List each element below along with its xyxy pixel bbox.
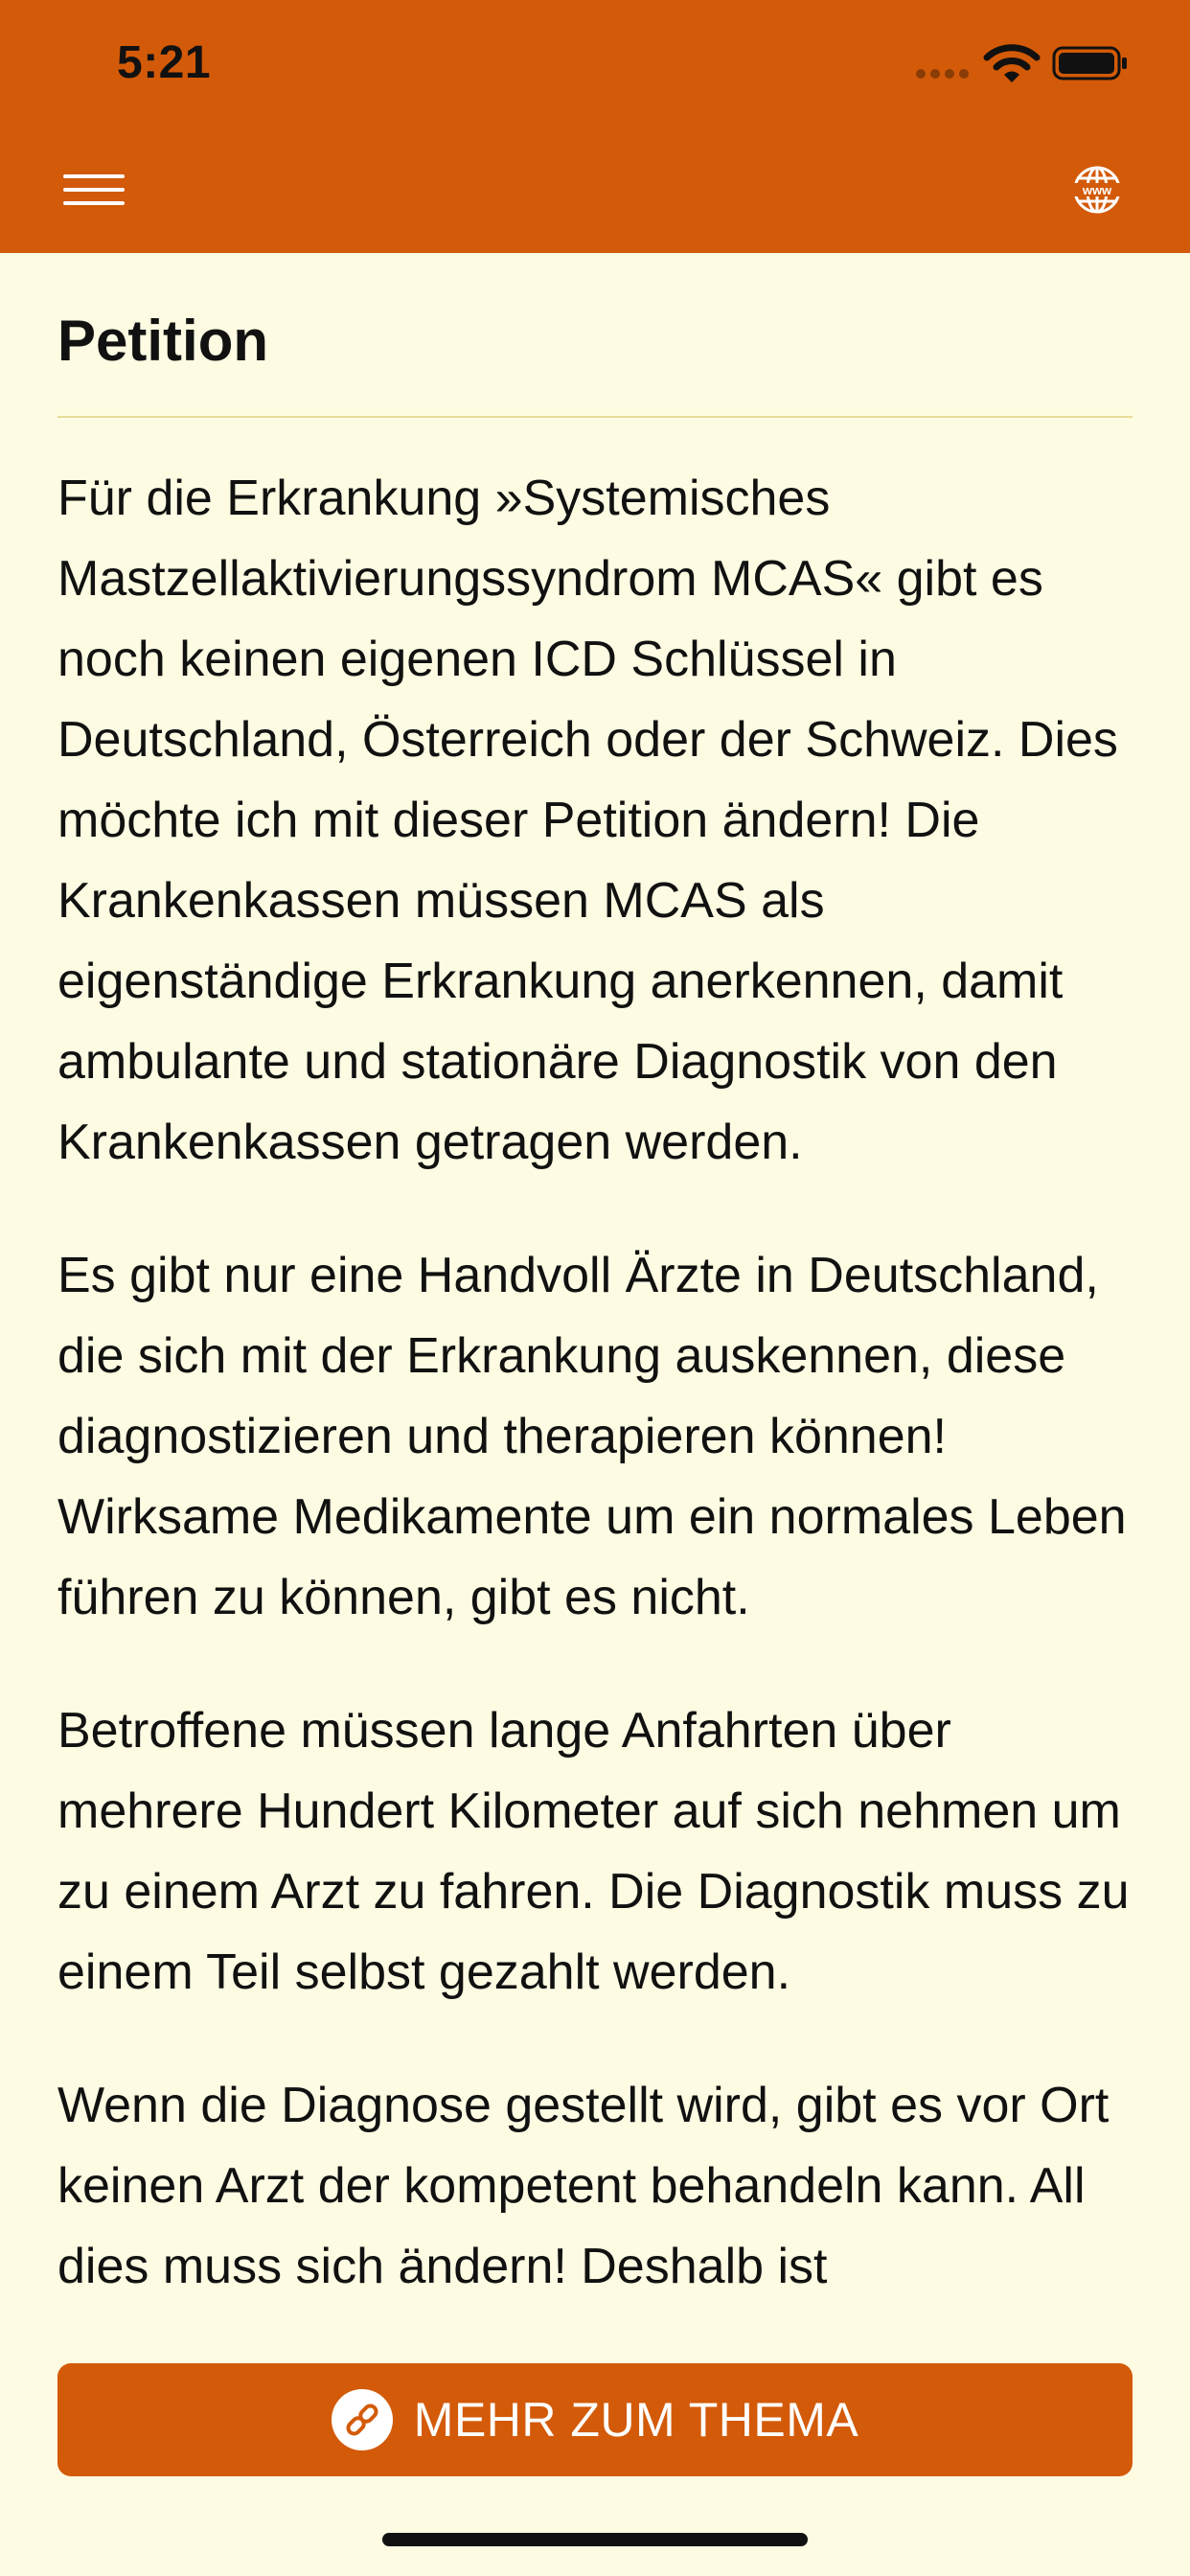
hamburger-menu-icon[interactable] <box>56 169 138 211</box>
article-paragraph: Betroffene müssen lange Anfahrten über mehrere Hundert Kilometer auf sich nehmen um zu einem Arzt zu fahren. Die Diagnostik muss zu einem Teil selbst gezahlt werden. <box>57 1703 1130 2000</box>
page-title: Petition <box>57 309 268 373</box>
cellular-signal-icon <box>916 69 970 80</box>
article-paragraph: Wenn die Diagnose gestellt wird, gibt es vor Ort keinen Arzt der kompetent behandeln kann. All dies muss sich ändern! Deshalb ist <box>57 2078 1110 2294</box>
more-on-topic-button[interactable] <box>57 2363 1133 2476</box>
article-paragraph: Für die Erkrankung »Systemisches Mastzellaktivierungssyndrom MCAS« gibt es noch keinen eigenen ICD Schlüssel in Deutschland, Österreich oder der Schweiz. Dies möchte ich mit dieser Petition ändern! Die Krankenkassen müssen MCAS als eigenständige Erkrankung anerkennen, damit ambulante und stationäre Diagnostik von den Krankenkassen getragen werden. <box>57 471 1118 1170</box>
home-indicator[interactable] <box>382 2533 808 2546</box>
status-bar-time: 5:21 <box>117 37 212 88</box>
more-on-topic-label: MEHR ZUM THEMA <box>413 2393 859 2447</box>
article-paragraph: Es gibt nur eine Handvoll Ärzte in Deutschland, die sich mit der Erkrankung auskennen, diese diagnostizieren und therapieren können! Wirksame Medikamente um ein normales Leben führen zu können, gibt es nicht. <box>57 1248 1127 1625</box>
title-divider <box>57 416 1133 418</box>
svg-text:www: www <box>1082 183 1112 197</box>
app-header <box>0 0 1190 253</box>
globe-www-icon[interactable] <box>1067 163 1127 217</box>
wifi-icon <box>983 42 1041 84</box>
article-content[interactable] <box>57 253 1133 2333</box>
battery-icon <box>1052 46 1129 80</box>
link-icon <box>332 2389 393 2450</box>
